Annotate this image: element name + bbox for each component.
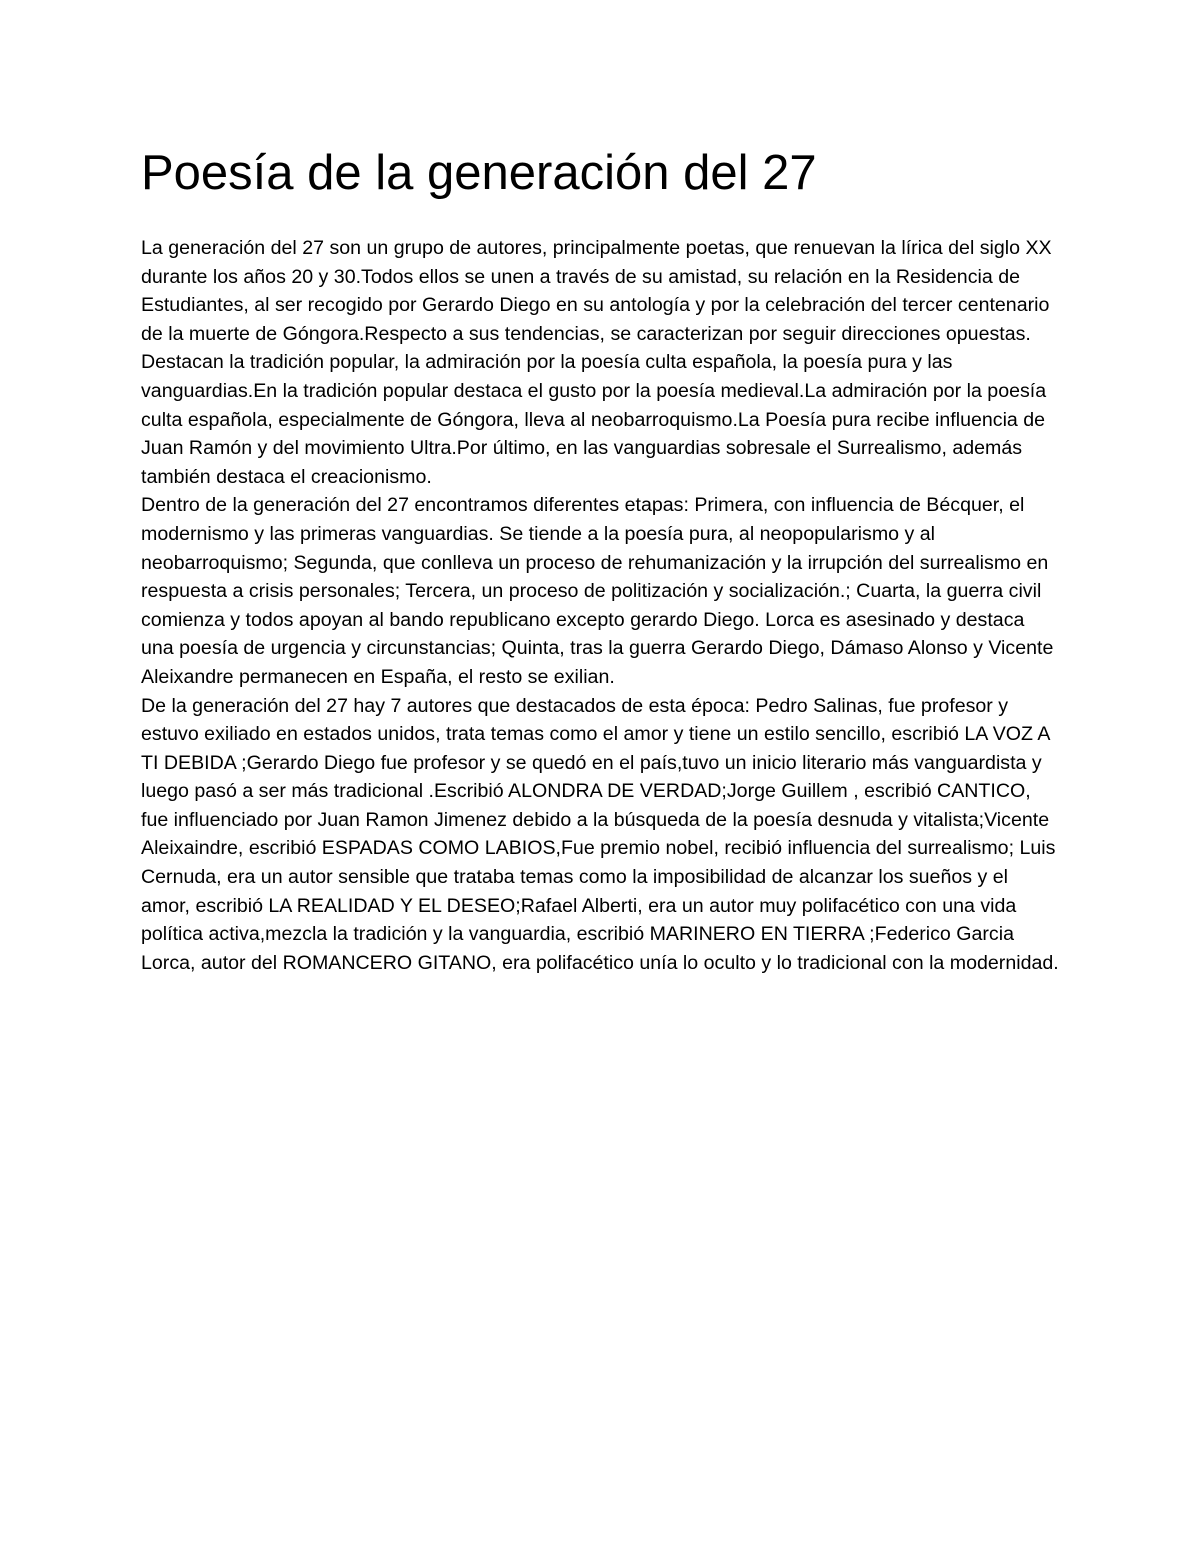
paragraph-intro: La generación del 27 son un grupo de autores, principalmente poetas, que renuevan la lírica del siglo XX durante los años 20 y 30.Todos ellos se unen a través de su amistad, su relación en la Residencia de Estudiantes, al ser recogido por Gerardo Diego en su antología y por la celebración del tercer centenario de la muerte de Góngora.Respecto a sus tendencias, se caracterizan por seguir direcciones opuestas. Destacan la tradición popular, la admiración por la poesía culta española, la poesía pura y las vanguardias.En la tradición popular destaca el gusto por la poesía medieval.La admiración por la poesía culta española, especialmente de Góngora, lleva al neobarroquismo.La Poesía pura recibe influencia de Juan Ramón y del movimiento Ultra.Por último, en las vanguardias sobresale el Surrealismo, además también destaca el creacionismo. xyxy=(141,237,1052,488)
document-body xyxy=(141,140,1061,977)
paragraph-authors: De la generación del 27 hay 7 autores que destacados de esta época: Pedro Salinas, fue profesor y estuvo exiliado en estados unidos, trata temas como el amor y tiene un estilo sencillo, escribió LA VOZ A TI DEBIDA ;Gerardo Diego fue profesor y se quedó en el país,tuvo un inicio literario más vanguardista y luego pasó a ser más tradicional .Escribió ALONDRA DE VERDAD;Jorge Guillem , escribió CANTICO, fue influenciado por Juan Ramon Jimenez debido a la búsqueda de la poesía desnuda y vitalista;Vicente Aleixaindre, escribió ESPADAS COMO LABIOS,Fue premio nobel, recibió influencia del surrealismo; Luis Cernuda, era un autor sensible que trataba temas como la imposibilidad de alcanzar los sueños y el amor, escribió LA REALIDAD Y EL DESEO;Rafael Alberti, era un autor muy polifacético con una vida política activa,mezcla la tradición y la vanguardia, escribió MARINERO EN TIERRA ;Federico Garcia Lorca, autor del ROMANCERO GITANO, era polifacético unía lo oculto y lo tradicional con la modernidad. xyxy=(141,694,1059,974)
paragraph-stages: Dentro de la generación del 27 encontramos diferentes etapas: Primera, con influencia de Bécquer, el modernismo y las primeras vanguardias. Se tiende a la poesía pura, al neopopularismo y al neobarroquismo; Segunda, que conlleva un proceso de rehumanización y la irrupción del surrealismo en respuesta a crisis personales; Tercera, un proceso de politización y socialización.; Cuarta, la guerra civil comienza y todos apoyan al bando republicano excepto gerardo Diego. Lorca es asesinado y destaca una poesía de urgencia y circunstancias; Quinta, tras la guerra Gerardo Diego, Dámaso Alonso y Vicente Aleixandre permanecen en España, el resto se exilian. xyxy=(141,494,1054,688)
page-title: Poesía de la generación del 27 xyxy=(141,146,817,200)
